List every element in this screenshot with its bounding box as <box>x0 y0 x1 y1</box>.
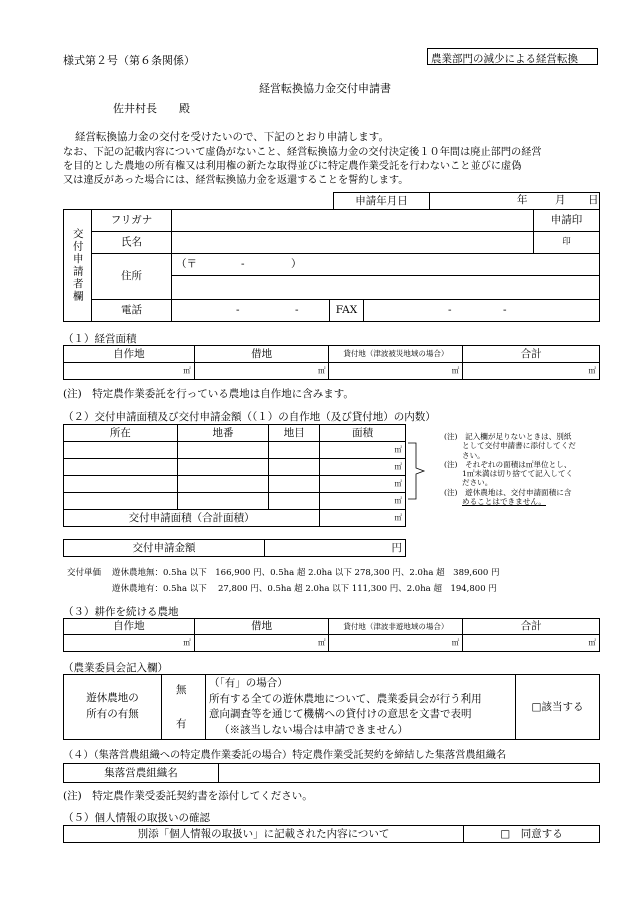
postal-dash: - <box>241 258 245 270</box>
option-none[interactable]: 無 <box>176 684 187 696</box>
total-area[interactable]: ㎡ <box>463 363 600 380</box>
cont-lease-area[interactable]: ㎡ <box>194 635 329 652</box>
furigana-label: フリガナ <box>92 210 172 232</box>
addressee: 佐井村長 殿 <box>113 102 190 115</box>
parcel-location[interactable] <box>64 476 178 493</box>
cont-total-area[interactable]: ㎡ <box>463 635 600 652</box>
intro-line-2: なお、下記の記載内容について虚偽がないこと、経営転換協力金の交付決定後１０年間は廃止部門の経営 <box>63 147 542 158</box>
committee-heading: （農業委員会記入欄） <box>63 662 168 674</box>
section2-notes: (注) 記入欄が足りないときは、別紙 として交付申請書に添付してくだ さい。 (注) それぞれの面積は㎡単位とし、 1㎡未満は切り捨てて記入してく ださい。 (注) 遊休農地は、交付申請面積に含 めることはできません。 <box>444 432 576 506</box>
year-label: 年 <box>517 193 528 206</box>
applicable-checkbox[interactable]: □該当する <box>516 675 600 740</box>
privacy-text: 別添「個人情報の取扱い」に記載された内容について <box>64 826 464 843</box>
fax-field[interactable] <box>364 300 600 322</box>
form-number: 様式第２号（第６条関係） <box>63 54 195 67</box>
request-amount[interactable]: 円 <box>265 540 406 557</box>
parcel-lot[interactable] <box>177 476 269 493</box>
seal-label: 申請印 <box>534 210 600 232</box>
org-name-table <box>63 763 600 783</box>
org-name-field[interactable] <box>219 764 600 783</box>
category-box: 農業部門の減少による経営転換 <box>427 48 598 65</box>
cont-own-area[interactable]: ㎡ <box>64 635 195 652</box>
lent-land-header: 貸付地（津波被災地域の場合） <box>329 346 463 363</box>
address-label: 住所 <box>92 254 172 300</box>
parcel-type[interactable] <box>269 493 320 510</box>
area-table <box>63 345 600 380</box>
parcel-location[interactable] <box>64 442 178 459</box>
section3-heading: （３）耕作を続ける農地 <box>63 606 179 618</box>
section1-note: (注) 特定農作業委託を行っている農地は自作地に含みます。 <box>63 388 354 400</box>
intro-line-4: 又は違反があった場合には、経営転換協力金を返還することを誓約します。 <box>63 175 409 186</box>
applicant-main-table <box>63 209 600 322</box>
postal-open: （〒 <box>176 258 197 270</box>
page-title: 経営転換協力金交付申請書 <box>259 82 391 95</box>
own-land-header: 自作地 <box>64 346 195 363</box>
lent-land-area[interactable]: ㎡ <box>329 363 463 380</box>
idle-land-options <box>162 675 206 740</box>
parcel-table <box>63 424 406 527</box>
parcel-row <box>64 459 406 476</box>
total-request-area-label: 交付申請面積（合計面積） <box>64 510 320 527</box>
leased-land-area[interactable]: ㎡ <box>194 363 329 380</box>
cont-lent-header: 貸付地（津波非遊地域の場合） <box>329 619 463 635</box>
brace-mark <box>406 442 428 500</box>
parcel-area[interactable]: ㎡ <box>320 476 406 493</box>
parcel-lot[interactable] <box>177 442 269 459</box>
name-field[interactable] <box>172 232 534 254</box>
amount-table <box>63 539 406 557</box>
furigana-field[interactable] <box>172 210 534 232</box>
address-field[interactable] <box>172 254 600 300</box>
privacy-table <box>63 825 600 843</box>
parcel-lot[interactable] <box>177 459 269 476</box>
area-header: 面積 <box>320 425 406 442</box>
section1-heading: （１）経営面積 <box>63 333 137 345</box>
parcel-area[interactable]: ㎡ <box>320 442 406 459</box>
total-header: 合計 <box>463 346 600 363</box>
parcel-type[interactable] <box>269 459 320 476</box>
fax-dash-2: - <box>503 304 507 316</box>
parcel-type[interactable] <box>269 476 320 493</box>
parcel-lot[interactable] <box>177 493 269 510</box>
agree-checkbox[interactable]: □ 同意する <box>464 826 600 843</box>
unit-price-line-1: 遊休農地無：0.5ha 以下 166,900 円、0.5ha 超 2.0ha 以下 278,300 円、2.0ha 超 389,600 円 <box>112 568 500 578</box>
date-field[interactable] <box>430 193 600 210</box>
parcel-row <box>64 442 406 459</box>
land-type-header: 地目 <box>269 425 320 442</box>
fax-label: FAX <box>330 300 364 322</box>
intro-line-1: 経営転換協力金の交付を受けたいので、下記のとおり申請します。 <box>75 131 389 143</box>
own-land-area[interactable]: ㎡ <box>64 363 195 380</box>
section4-heading: （４）（集落営農組織への特定農作業委託の場合）特定農作業受託契約を締結した集落営農組織名 <box>63 750 507 761</box>
option-yes[interactable]: 有 <box>176 718 187 730</box>
cont-total-header: 合計 <box>463 619 600 635</box>
postal-close: ） <box>291 258 302 270</box>
day-label: 日 <box>588 193 599 206</box>
idle-land-label: 遊休農地の 所有の有無 <box>64 675 162 740</box>
parcel-row <box>64 493 406 510</box>
parcel-row <box>64 476 406 493</box>
month-label: 月 <box>555 193 566 206</box>
total-request-area[interactable]: ㎡ <box>320 510 406 527</box>
lot-number-header: 地番 <box>177 425 269 442</box>
committee-table <box>63 674 600 740</box>
parcel-location[interactable] <box>64 493 178 510</box>
phone-label: 電話 <box>92 300 172 322</box>
idle-land-description: （「有」の場合） 所有する全ての遊休農地について、農業委員会が行う利用 意向調査等を通じて機構への貸付けの意思を文書で表明 （※該当しない場合は申請できません） <box>206 675 516 740</box>
request-amount-label: 交付申請金額 <box>64 540 265 557</box>
date-label: 申請年月日 <box>334 193 430 210</box>
leased-land-header: 借地 <box>194 346 329 363</box>
section4-note: (注) 特定農作業受委託契約書を添付してください。 <box>63 790 313 802</box>
applicant-table <box>63 192 600 210</box>
section2-heading: （２）交付申請面積及び交付申請金額（（１）の自作地（及び貸付地）の内数） <box>63 411 436 423</box>
unit-price-line-2: 遊休農地有：0.5ha 以下 27,800 円、0.5ha 超 2.0ha 以下 111,300 円、2.0ha 超 194,800 円 <box>112 584 497 594</box>
fax-dash-1: - <box>448 304 452 316</box>
parcel-type[interactable] <box>269 442 320 459</box>
cont-lease-header: 借地 <box>194 619 329 635</box>
cont-lent-area[interactable]: ㎡ <box>329 635 463 652</box>
applicant-section-label: 交付申請者欄 <box>64 210 92 322</box>
intro-line-3: を目的とした農地の所有権又は利用権の新たな取得並びに特定農作業受託を行わないこと並びに虚偽 <box>63 161 522 172</box>
parcel-area[interactable]: ㎡ <box>320 459 406 476</box>
section5-heading: （５）個人情報の取扱いの確認 <box>63 812 210 824</box>
location-header: 所在 <box>64 425 178 442</box>
cont-own-header: 自作地 <box>64 619 195 635</box>
org-name-label: 集落営農組織名 <box>64 764 219 783</box>
name-label: 氏名 <box>92 232 172 254</box>
phone-field[interactable] <box>172 300 330 322</box>
unit-price-label: 交付単価 <box>67 568 102 578</box>
parcel-location[interactable] <box>64 459 178 476</box>
continued-farmland-table <box>63 618 600 652</box>
parcel-area[interactable]: ㎡ <box>320 493 406 510</box>
phone-dash-1: - <box>236 304 240 316</box>
phone-dash-2: - <box>295 304 299 316</box>
seal-mark: 印 <box>534 232 600 254</box>
